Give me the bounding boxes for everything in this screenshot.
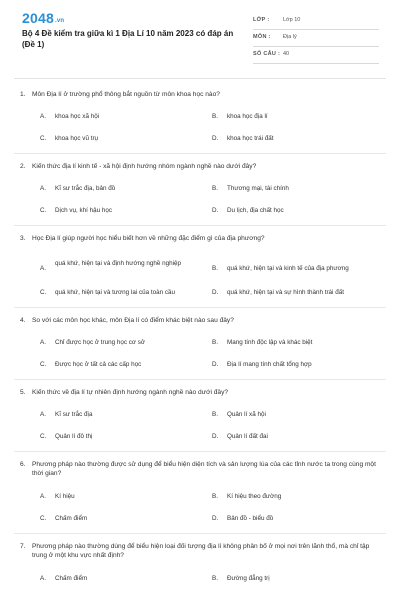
option-letter: A.: [40, 411, 46, 418]
option-text: Bản đồ - biểu đồ: [227, 515, 274, 522]
option-text: Dịch vụ, khí hậu học: [55, 207, 113, 214]
option-text: Quản lí đô thị: [55, 433, 93, 440]
option-letter: B.: [212, 265, 218, 272]
option-letter: D.: [212, 515, 219, 522]
header: [0, 0, 400, 72]
site-logo[interactable]: [22, 10, 64, 26]
question-stem: Phương pháp nào thường dùng để biểu hiện loại đối tượng địa lí không phân bố ở mọi nơi trên lãnh thổ, mà chỉ tập trung ở một khu vực nhất định?: [32, 543, 370, 559]
question-stem: Phương pháp nào thường được sử dụng để biểu hiện diện tích và sản lượng lúa của các tỉnh nước ta trong cùng một thời gian?: [32, 461, 376, 477]
option-text: Quản lí xã hội: [227, 411, 266, 418]
question-stem: So với các môn học khác, môn Địa lí có điểm khác biệt nào sau đây?: [32, 317, 234, 324]
option-text: Thương mại, tài chính: [227, 185, 289, 192]
option-letter: B.: [212, 411, 218, 418]
meta-row-count: [253, 47, 379, 64]
option-letter: B.: [212, 493, 218, 500]
meta-label: LỚP :: [253, 17, 270, 23]
option-text: Mang tính độc lập và khác biệt: [227, 339, 313, 346]
option-letter: D.: [212, 433, 219, 440]
question-stem: Môn Địa lí ở trường phổ thông bắt nguồn từ môn khoa học nào?: [32, 91, 220, 98]
question-number: 4.: [20, 317, 26, 324]
option-letter: D.: [212, 289, 219, 296]
option-letter: A.: [40, 575, 46, 582]
question-stem: Học Địa lí giúp người học hiểu biết hơn về những đặc điểm gì của địa phương?: [32, 235, 265, 242]
meta-label: SỐ CÂU :: [253, 51, 281, 57]
meta-row-subject: [253, 30, 379, 47]
option-text: Kí hiệu: [55, 493, 75, 500]
meta-value: Lớp 10: [283, 17, 301, 23]
option-letter: A.: [40, 265, 46, 272]
option-letter: B.: [212, 185, 218, 192]
question-text: [14, 162, 386, 171]
option-text: Quản lí đất đai: [227, 433, 268, 440]
question-stem: Kiến thức địa lí kinh tế - xã hội định hướng nhóm ngành nghề nào dưới đây?: [32, 163, 257, 170]
option-letter: A.: [40, 493, 46, 500]
option-letter: C.: [40, 433, 47, 440]
option-letter: B.: [212, 339, 218, 346]
question-2: [14, 154, 386, 226]
logo-main: 2048: [22, 10, 54, 26]
option-text: khoa học địa lí: [227, 113, 268, 120]
option-letter: C.: [40, 515, 47, 522]
option-letter: B.: [212, 113, 218, 120]
question-7: [14, 534, 386, 594]
question-text: [14, 90, 386, 99]
option-text: Kĩ sư trắc địa: [55, 411, 93, 418]
question-text: [14, 542, 386, 560]
question-6: [14, 452, 386, 534]
question-number: 1.: [20, 91, 26, 98]
option-text: khoa học vũ trụ: [55, 135, 99, 142]
option-text: khoa học xã hội: [55, 113, 100, 120]
option-text: quá khứ, hiện tại và định hướng nghề nghiệp: [55, 260, 181, 267]
question-number: 3.: [20, 235, 26, 242]
meta-value: 40: [283, 51, 290, 57]
option-letter: D.: [212, 135, 219, 142]
question-stem: Kiến thức về địa lí tự nhiên định hướng ngành nghề nào dưới đây?: [32, 389, 229, 396]
option-letter: C.: [40, 361, 47, 368]
option-text: khoa học trái đất: [227, 135, 274, 142]
logo-sub: .vn: [54, 18, 65, 24]
question-5: [14, 380, 386, 452]
meta-value: Địa lý: [283, 34, 297, 40]
question-text: [14, 234, 386, 243]
option-letter: C.: [40, 135, 47, 142]
meta-row-class: [253, 13, 379, 30]
option-text: quá khứ, hiện tại và kinh tế của địa phương: [227, 265, 349, 272]
question-4: [14, 308, 386, 380]
meta-label: MÔN :: [253, 34, 271, 40]
option-text: Địa lí mang tính chất tổng hợp: [227, 361, 312, 368]
option-letter: C.: [40, 289, 47, 296]
option-text: Được học ở tất cả các cấp học: [55, 361, 142, 368]
option-text: quá khứ, hiện tại và tương lai của toàn cầu: [55, 289, 176, 296]
header-divider: [14, 78, 386, 79]
option-text: Du lịch, địa chất học: [227, 207, 284, 214]
exam-meta: [253, 13, 379, 64]
option-letter: A.: [40, 339, 46, 346]
question-number: 5.: [20, 389, 26, 396]
option-letter: A.: [40, 113, 46, 120]
option-text: Chấm điểm: [55, 575, 88, 582]
option-letter: C.: [40, 207, 47, 214]
option-letter: B.: [212, 575, 218, 582]
question-text: [14, 316, 386, 325]
question-number: 7.: [20, 543, 26, 550]
document-title: Bộ 4 Đề kiểm tra giữa kì 1 Địa Lí 10 năm 2023 có đáp án (Đề 1): [22, 29, 234, 49]
question-1: [14, 82, 386, 154]
question-text: [14, 460, 386, 478]
question-number: 2.: [20, 163, 26, 170]
question-number: 6.: [20, 461, 26, 468]
question-list: [0, 82, 400, 594]
question-3: [14, 226, 386, 308]
option-text: Chấm điểm: [55, 515, 88, 522]
option-letter: D.: [212, 207, 219, 214]
option-letter: D.: [212, 361, 219, 368]
question-text: [14, 388, 386, 397]
option-text: Chỉ được học ở trung học cơ sở: [55, 339, 146, 346]
option-text: Kí hiệu theo đường: [227, 493, 282, 500]
option-text: quá khứ, hiện tại và sự hình thành trái đất: [227, 289, 344, 296]
option-text: Kĩ sư trắc địa, bản đồ: [55, 185, 116, 192]
option-letter: A.: [40, 185, 46, 192]
option-text: Đường đẳng trị: [227, 575, 270, 582]
